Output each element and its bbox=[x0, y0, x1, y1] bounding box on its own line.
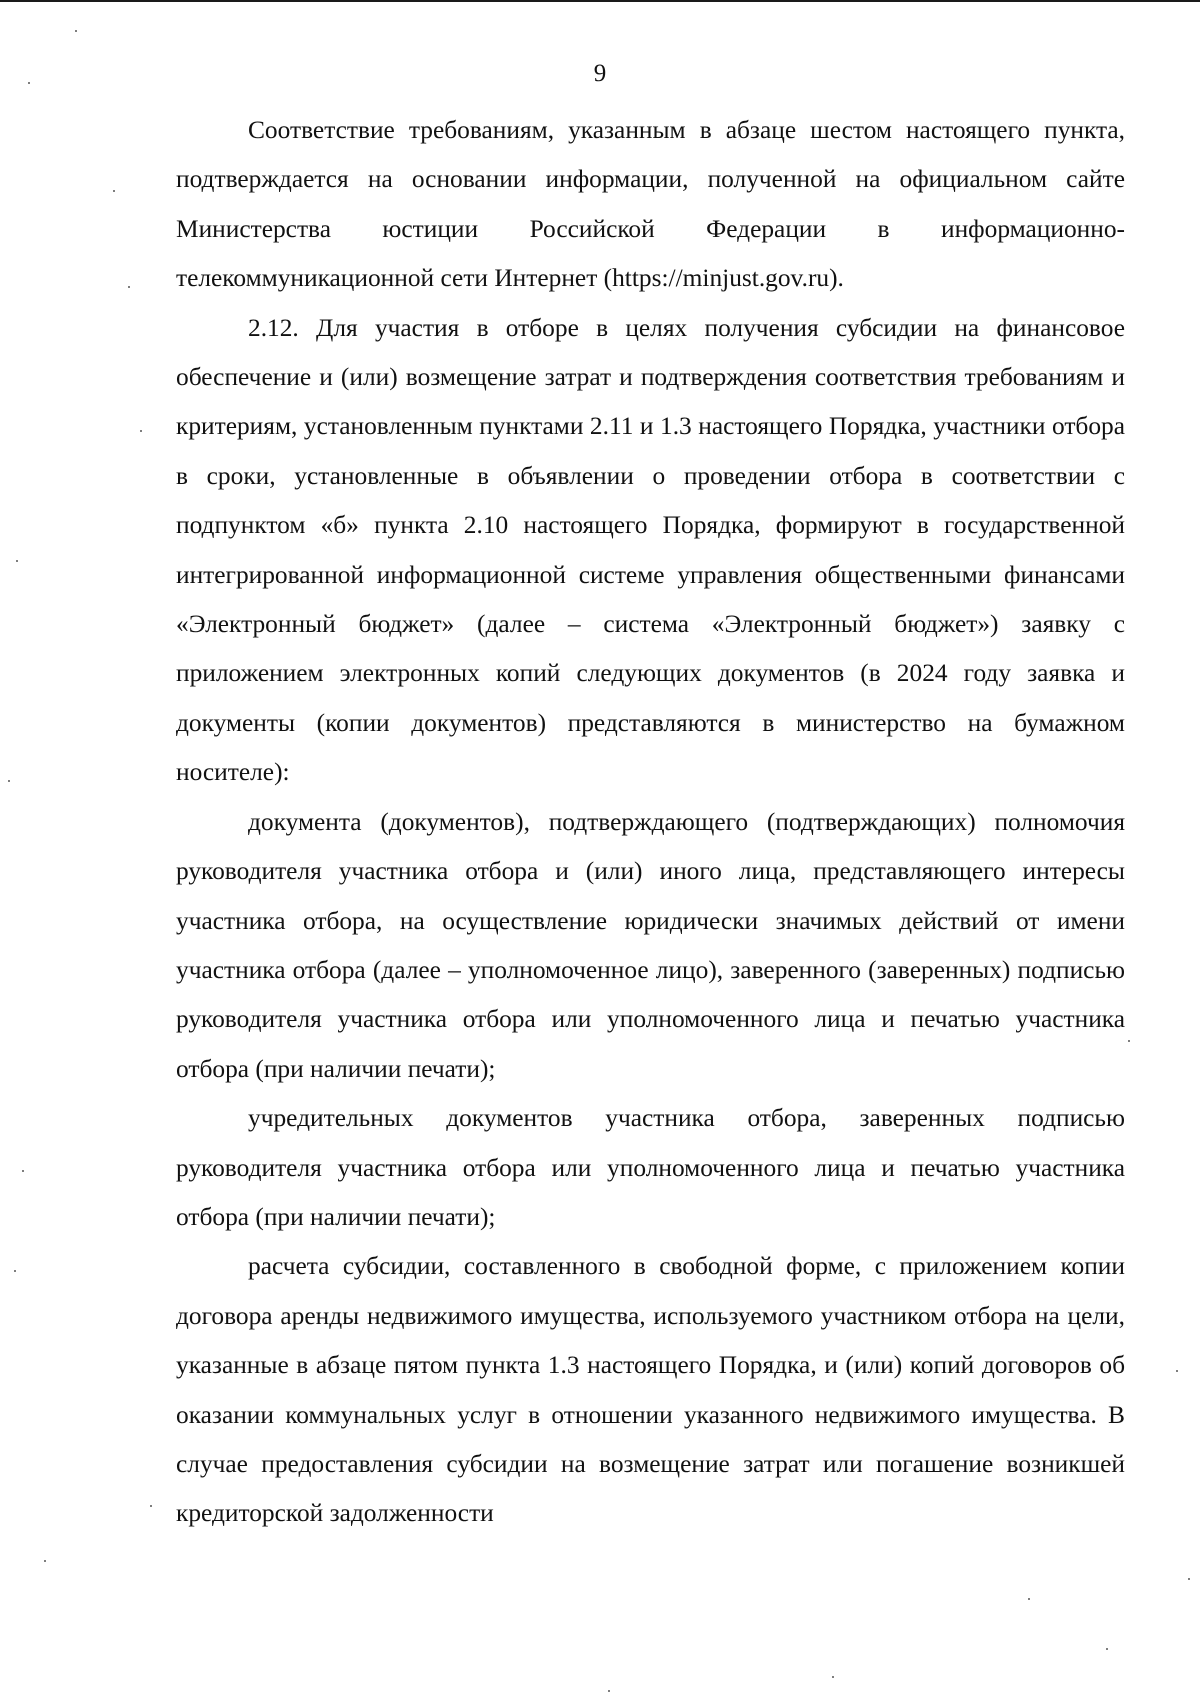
scan-speck bbox=[140, 430, 142, 432]
paragraph-requirements-confirmation: Соответствие требованиям, указанным в абзаце шестом настоящего пункта, подтверждается на основании информации, полученной на официальном сайте Министерства юстиции Российской Федерации в информационно-телекоммуникационной сети Интернет (https://minjust.gov.ru). bbox=[176, 116, 1125, 293]
scan-speck bbox=[128, 286, 130, 288]
scan-speck bbox=[608, 1690, 610, 1692]
scan-speck bbox=[44, 1560, 46, 1562]
scan-speck bbox=[1106, 1648, 1108, 1650]
scan-speck bbox=[1176, 1370, 1178, 1372]
scan-speck bbox=[1188, 1578, 1190, 1580]
paragraph-2-12: 2.12. Для участия в отборе в целях получения субсидии на финансовое обеспечение и (или) возмещение затрат и подтверждения соответствия требованиям и критериям, установленным пунктами 2.11 и 1.3 настоящего Порядка, участники отбора в сроки, установленные в объявлении о проведении отбора в соответствии с подпунктом «б» пункта 2.10 настоящего Порядка, формируют в государственной интегрированной информационной системе управления общественными финансами «Электронный бюджет» (далее – система «Электронный бюджет») заявку с приложением электронных копий следующих документов (в 2024 году заявка и документы (копии документов) представляются в министерство на бумажном носителе): bbox=[176, 313, 1125, 787]
scan-speck bbox=[1128, 1040, 1130, 1042]
paragraph-subsidy-calculation: расчета субсидии, составленного в свободной форме, с приложением копии договора аренды недвижимого имущества, используемого участником отбора на цели, указанные в абзаце пятом пункта 1.3 настоящего Порядка, и (или) копий договоров об оказании коммунальных услуг в отношении указанного недвижимого имущества. В случае предоставления субсидии на возмещение затрат или погашение возникшей кредиторской задолженности bbox=[176, 1252, 1125, 1528]
document-body bbox=[176, 106, 1125, 1539]
scan-speck bbox=[8, 780, 10, 782]
scan-speck bbox=[832, 1676, 834, 1678]
page-number: 9 bbox=[593, 60, 607, 87]
scan-speck bbox=[150, 1505, 152, 1507]
scan-speck bbox=[1028, 1598, 1030, 1600]
scan-speck bbox=[113, 190, 115, 192]
scan-speck bbox=[75, 30, 77, 32]
paragraph-authority-documents: документа (документов), подтверждающего (подтверждающих) полномочия руководителя участника отбора и (или) иного лица, представляющего интересы участника отбора, на осуществление юридически значимых действий от имени участника отбора (далее – уполномоченное лицо), заверенного (заверенных) подписью руководителя участника отбора или уполномоченного лица и печатью участника отбора (при наличии печати); bbox=[176, 807, 1125, 1083]
scan-edge-line bbox=[0, 0, 1200, 2]
scan-speck bbox=[28, 82, 30, 84]
paragraph-founding-documents: учредительных документов участника отбора, заверенных подписью руководителя участника отбора или уполномоченного лица и печатью участника отбора (при наличии печати); bbox=[176, 1104, 1125, 1231]
scan-speck bbox=[22, 1170, 24, 1172]
scan-speck bbox=[16, 560, 18, 562]
scan-speck bbox=[14, 1270, 16, 1272]
